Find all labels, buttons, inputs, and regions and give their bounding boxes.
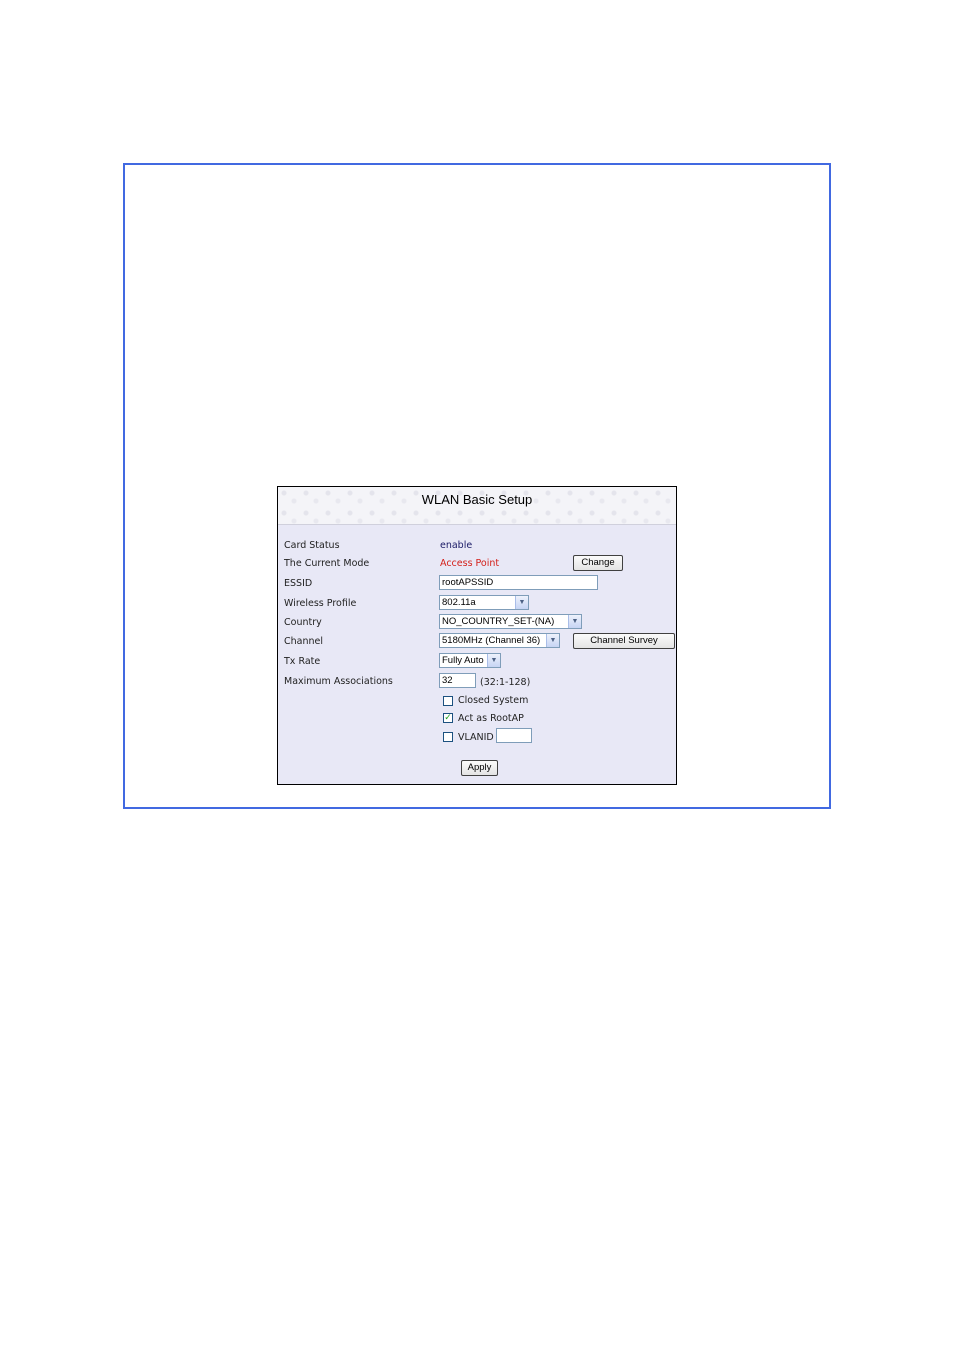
channel-selected: 5180MHz (Channel 36) (442, 635, 541, 646)
wireless-profile-label: Wireless Profile (284, 598, 357, 609)
chevron-down-icon[interactable]: ▼ (546, 634, 559, 647)
act-as-rootap-checkbox[interactable] (443, 713, 453, 723)
channel-label: Channel (284, 636, 324, 647)
essid-label: ESSID (284, 578, 313, 589)
tx-rate-select[interactable] (439, 653, 501, 668)
check-icon: ✓ (444, 713, 452, 723)
vlanid-input[interactable] (496, 728, 532, 743)
chevron-down-icon[interactable]: ▼ (487, 654, 500, 667)
wlan-basic-setup-panel (277, 486, 677, 785)
chevron-down-icon[interactable]: ▼ (568, 615, 581, 628)
country-selected: NO_COUNTRY_SET-(NA) (442, 616, 555, 627)
panel-title: WLAN Basic Setup (421, 492, 533, 507)
current-mode-value: Access Point (440, 558, 500, 569)
chevron-down-icon[interactable]: ▼ (515, 596, 528, 609)
max-associations-hint: (32:1-128) (480, 677, 531, 688)
current-mode-label: The Current Mode (284, 558, 370, 569)
card-status-label: Card Status (284, 540, 340, 551)
apply-button[interactable]: Apply (461, 760, 498, 776)
tx-rate-label: Tx Rate (284, 656, 321, 667)
wireless-profile-select[interactable] (439, 595, 529, 610)
closed-system-checkbox[interactable] (443, 696, 453, 706)
vlanid-checkbox[interactable] (443, 732, 453, 742)
tx-rate-selected: Fully Auto (442, 655, 484, 666)
card-status-value: enable (440, 540, 473, 551)
channel-select[interactable] (439, 633, 560, 648)
wireless-profile-selected: 802.11a (442, 597, 476, 608)
max-associations-input[interactable]: 32 (439, 673, 476, 688)
act-as-rootap-label: Act as RootAP (458, 713, 524, 724)
country-label: Country (284, 617, 322, 628)
country-select[interactable] (439, 614, 582, 629)
max-associations-label: Maximum Associations (284, 676, 393, 687)
vlanid-label: VLANID (458, 732, 494, 743)
closed-system-label: Closed System (458, 695, 529, 706)
channel-survey-button[interactable]: Channel Survey (573, 633, 675, 649)
change-mode-button[interactable]: Change (573, 555, 623, 571)
panel-header (278, 487, 676, 525)
essid-input[interactable]: rootAPSSID (439, 575, 598, 590)
